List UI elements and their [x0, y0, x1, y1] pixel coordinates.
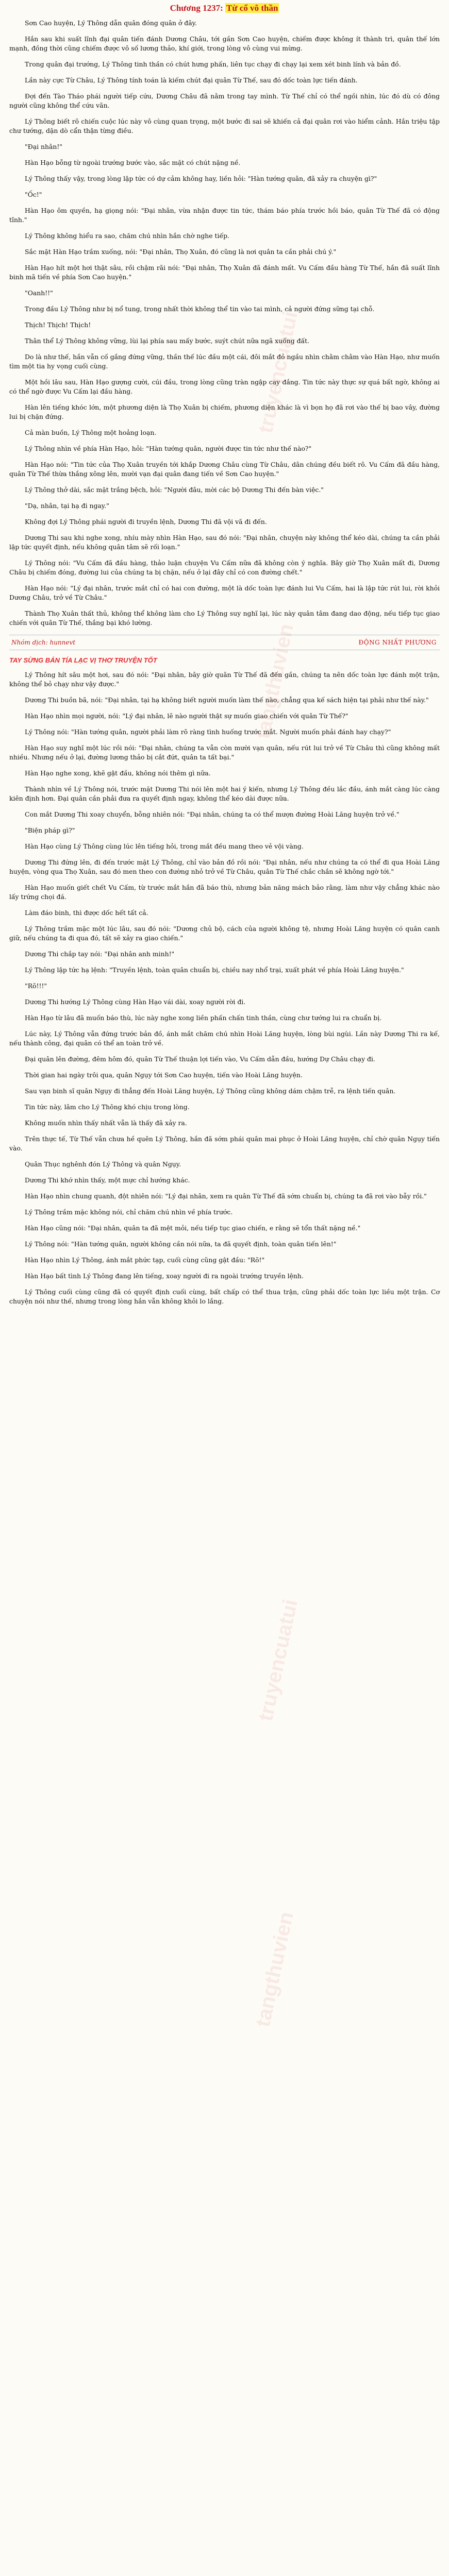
chapter-paragraph: Trong quân đại trướng, Lý Thông tinh thần có chút hưng phấn, liên tục chạy đi chạy lại xem xét binh lính và bản đồ.: [25, 60, 401, 68]
chapter-paragraph: Hàn Hạo nghe xong, khẽ gật đầu, không nói thêm gì nữa.: [25, 769, 211, 777]
chapter-paragraph: Lý Thông thở dài, sắc mặt trắng bệch, hỏi: "Người đâu, mời các bộ Dương Thi đến bàn việc.": [25, 486, 324, 494]
chapter-paragraph: Thời gian hai ngày trôi qua, quân Ngụy tới Sơn Cao huyện, tiến vào Hoài Lăng huyện.: [25, 1071, 303, 1079]
chapter-paragraph: Làm đáo binh, thì được dốc hết tất cả.: [25, 909, 148, 917]
chapter-paragraph: Lần này cực Từ Châu, Lý Thông tính toán là kiếm chút đại quân Từ Thế, sau đó dốc toàn lực tiến đánh.: [25, 76, 358, 84]
chapter-paragraph: "Rõ!!!": [25, 982, 47, 990]
chapter-paragraph: Dương Thi buồn bã, nói: "Đại nhân, tại hạ không biết người muốn làm thế nào, chẳng qua kế sách hiện tại phải như thế này.": [25, 696, 429, 704]
chapter-paragraph: Không đợi Lý Thông phái người đi truyền lệnh, Dương Thi đã vội vã đi đến.: [25, 518, 267, 526]
chapter-paragraph: "Biện pháp gì?": [25, 826, 75, 834]
chapter-paragraph: Lý Thông trầm mặc một lúc lâu, sau đó nói: "Dương chủ bộ, cách của người không tệ, nhưng Hoài Lăng huyện có quân canh giữ, nếu chúng ta đi qua đó, tất sẽ xảy ra giao chiến.": [9, 925, 440, 942]
chapter-paragraph: Đại quân lên đường, đêm hôm đó, quân Từ Thế thuận lợi tiến vào, Vu Cấm dẫn đầu, hướng Dự Châu chạy đi.: [25, 1055, 375, 1063]
chapter-paragraph: Dương Thi đứng lên, đi đến trước mặt Lý Thông, chỉ vào bản đồ rồi nói: "Đại nhân, nếu như chúng ta có thể đi qua Hoài Lăng huyện, vòng qua Thọ Xuân, sau đó men theo con đường nhỏ trở về Từ Châu, quân Từ Thế chắc chắn sẽ không ngờ tới.": [9, 858, 440, 875]
chapter-paragraph: Hàn Hạo cùng Lý Thông cùng lúc lên tiếng hỏi, trong mắt đều mang theo vẻ vội vàng.: [25, 842, 304, 850]
chapter-paragraph: Hàn lên tiếng khóc lớn, một phương diện là Thọ Xuân bị chiếm, phương diện khác là vì bọn họ đã rơi vào thế bị bao vây, đường lui bị chặn đứng.: [9, 403, 440, 420]
chapter-paragraph: Thành nhìn về Lý Thông nói, trước mặt Dương Thi nói lên một hai ý kiến, nhưng Lý Thông đều lắc đầu, ánh mắt càng lúc càng kiên định hơn. Đại quân cần phải đưa ra quyết định ngay, không thể kéo dài được nữa.: [9, 785, 440, 802]
chapter-paragraph: Do là như thế, hắn vẫn cố gắng đứng vững, thần thế lúc đầu một cái, đôi mắt đỏ ngầu nhìn chằm chằm vào Hàn Hạo, như muốn tìm một tia hy vọng cuối cùng.: [9, 353, 440, 370]
chapter-name: Từ cổ vô thần: [226, 3, 278, 13]
chapter-paragraph: Hàn Hạo suy nghĩ một lúc rồi nói: "Đại nhân, chúng ta vẫn còn mười vạn quân, nếu rút lui trở về Từ Châu thì cũng không mất nhiều. Nhưng nếu ở lại, đường lương thảo bị cắt đứt, quân ta tất bại.": [9, 744, 440, 761]
watermark-text: tangthuvien: [251, 1909, 298, 2029]
chapter-paragraph: Dương Thi chắp tay nói: "Đại nhân anh minh!": [25, 950, 175, 958]
chapter-paragraph: "Ốc!": [25, 191, 42, 198]
chapter-paragraph: Trong đầu Lý Thông như bị nổ tung, trong nhất thời không thể tin vào tai mình, cả người đứng sững tại chỗ.: [25, 305, 375, 313]
chapter-paragraph: Tin tức này, lâm cho Lý Thông khó chịu trong lòng.: [25, 1103, 190, 1111]
chapter-paragraph: Dương Thi sau khi nghe xong, nhíu mày nhìn Hàn Hạo, sau đó nói: "Đại nhân, chuyện này không thể kéo dài, chúng ta cần phải lập tức quyết định, nếu không quân tâm sẽ rối loạn.": [9, 534, 440, 551]
chapter-title: [9, 3, 440, 13]
chapter-paragraph: Thịch! Thịch! Thịch!: [25, 321, 91, 329]
chapter-paragraph: Lý Thông nói: "Vu Cấm đã đầu hàng, thảo luận chuyện Vu Cấm nữa đã không còn ý nghĩa. Bây giờ Thọ Xuân mất đi, Dương Châu bị chiếm đóng, đường lui của chúng ta bị chặn, nếu ở lại đây chỉ có con đường chết.": [9, 559, 440, 576]
chapter-paragraph: "Đại nhân!": [25, 143, 62, 150]
chapter-paragraph: Hàn Hạo nói: "Tin tức của Thọ Xuân truyền tới khắp Dương Châu cùng Từ Châu, dân chúng đều biết rõ. Vu Cấm đã đầu hàng, quân Từ Thế thừa thắng xông lên, mười vạn đại quân đang tiến về Sơn Cao huyện.": [9, 461, 440, 478]
chapter-paragraph: Hàn Hạo bất tình Lý Thông đang lên tiếng, xoay người đi ra ngoài trướng truyền lệnh.: [25, 1272, 304, 1280]
chapter-paragraph: Hàn Hạo nhìn chung quanh, đột nhiên nói: "Lý đại nhân, xem ra quân Từ Thế đã sớm chuẩn bị, chúng ta đã rơi vào bẫy rồi.": [25, 1192, 427, 1200]
chapter-body-part-1: [9, 19, 440, 628]
chapter-paragraph: Con mắt Dương Thi xoay chuyển, bỗng nhiên nói: "Đại nhân, chúng ta có thể mượn đường Hoài Lăng huyện trở về.": [25, 810, 400, 818]
chapter-paragraph: Một hồi lâu sau, Hàn Hạo gượng cười, cúi đầu, trong lòng cũng tràn ngập cay đắng. Tin tức này thực sự quá bất ngờ, không ai có thể ngờ được Vu Cấm lại đầu hàng.: [9, 378, 440, 395]
chapter-paragraph: Hàn Hạo nói: "Lý đại nhân, trước mắt chỉ có hai con đường, một là dốc toàn lực đánh lui Vu Cấm, hai là lập tức rút lui, rời khỏi Dương Châu, trở về Từ Châu.": [9, 584, 440, 601]
chapter-paragraph: Lý Thông không hiểu ra sao, chăm chú nhìn hắn chờ nghe tiếp.: [25, 232, 229, 240]
source-credit: ĐỘNG NHẤT PHƯƠNG: [358, 639, 437, 646]
chapter-paragraph: Lý Thông nói: "Hàn tướng quân, người phải làm rõ ràng tình huống trước mắt. Người muốn phải đánh hay chạy?": [25, 728, 391, 736]
chapter-paragraph: "Oanh!!": [25, 289, 53, 297]
translator-credit: Nhóm dịch: hunnevt: [11, 639, 76, 646]
credit-banner: [9, 637, 440, 650]
chapter-paragraph: Hàn Hạo nhìn Lý Thông, ánh mắt phức tạp, cuối cùng cũng gật đầu: "Rõ!": [25, 1256, 265, 1264]
chapter-paragraph: Hắn sau khi suất lĩnh đại quân tiến đánh Dương Châu, tới gần Sơn Cao huyện, chiếm được không ít thành trì, quân thế lớn mạnh, đồng thời cũng chiếm được vô số lương thảo, khí giới, trong lòng vô cùng vui mừng.: [9, 35, 440, 52]
chapter-paragraph: Hàn Hạo hít một hơi thật sâu, rồi chậm rãi nói: "Đại nhân, Thọ Xuân đã đánh mất. Vu Cấm đầu hàng Từ Thế, hắn đã suất lĩnh binh mã tiến về phía Sơn Cao huyện.": [9, 264, 440, 281]
chapter-paragraph: Thân thể Lý Thông không vững, lùi lại phía sau mấy bước, suýt chút nữa ngã xuống đất.: [25, 337, 310, 345]
watermark-text: truyencuatui: [254, 1597, 303, 1723]
chapter-paragraph: Đợi đến Tào Tháo phái người tiếp cứu, Dương Châu đã nằm trong tay mình. Từ Thế chỉ có thể ngồi nhìn, lúc đó dù có đông người cũng không thể cứu vãn.: [9, 92, 440, 109]
chapter-paragraph: Hàn Hạo cũng nói: "Đại nhân, quân ta đã mệt mỏi, nếu tiếp tục giao chiến, e rằng sẽ tổn thất nặng nề.": [25, 1224, 361, 1232]
chapter-paragraph: Sắc mặt Hàn Hạo trầm xuống, nói: "Đại nhân, Thọ Xuân, đó cũng là nơi quân ta cần phải chú ý.": [25, 248, 337, 256]
chapter-paragraph: Sau vạn binh sĩ quân Ngụy đi thẳng đến Hoài Lăng huyện, Lý Thông cũng không dám chậm trễ, ra lệnh tiến quân.: [25, 1087, 396, 1095]
chapter-paragraph: Thành Thọ Xuân thất thủ, không thể không làm cho Lý Thông suy nghĩ lại, lúc này quân tâm đang dao động, nếu tiếp tục giao chiến với quân Từ Thế, thắng bại khó lường.: [9, 609, 440, 626]
chapter-paragraph: Hàn Hạo bỗng từ ngoài trướng bước vào, sắc mặt có chút nặng nề.: [25, 159, 241, 166]
chapter-paragraph: Lý Thông nói: "Hàn tướng quân, người không cần nói nữa, ta đã quyết định, toàn quân tiến lên!": [25, 1240, 337, 1248]
chapter-paragraph: Cả màn buồn, Lý Thông một hoảng loạn.: [25, 429, 157, 436]
chapter-number: Chương 1237:: [170, 3, 226, 13]
chapter-paragraph: Hàn Hạo từ lâu đã muốn báo thù, lúc này nghe xong liền phấn chấn tinh thần, cùng chư tướng lui ra chuẩn bị.: [25, 1014, 382, 1022]
promo-tagline: TAY SỪNG BÁN TÍA LẠC VỊ THƠ TRUYỆN TỐT: [9, 656, 157, 664]
chapter-paragraph: Lý Thông trầm mặc không nói, chỉ chăm chú nhìn về phía trước.: [25, 1208, 233, 1216]
chapter-paragraph: Lý Thông cuối cùng cũng đã có quyết định cuối cùng, bất chấp có thể thua trận, cũng phải dốc toàn lực liều một trận. Cơ chuyện nói như thế, nhưng trong lòng hắn vẫn không khỏi lo lắng.: [9, 1288, 440, 1305]
chapter-paragraph: "Dạ, nhân, tại hạ đi ngay.": [25, 502, 109, 510]
chapter-paragraph: Dương Thi khớ nhìn thấy, một mực chỉ hướng khác.: [25, 1176, 190, 1184]
chapter-paragraph: Hàn Hạo muốn giết chết Vu Cấm, từ trước mắt hắn đã báo thù, nhưng bản năng mách bảo rằng, làm như vậy chẳng khác nào lấy trứng chọi đá.: [9, 884, 440, 901]
chapter-paragraph: Lúc này, Lý Thông vẫn đứng trước bản đồ, ánh mắt chăm chú nhìn Hoài Lăng huyện, lòng bùi ngùi. Lần này Dương Thi ra kế, nếu thành công, đại quân có thể an toàn trở về.: [9, 1030, 440, 1047]
chapter-paragraph: Hàn Hạo nhìn mọi người, nói: "Lý đại nhân, lẽ nào người thật sự muốn giao chiến với quân Từ Thế?": [25, 712, 348, 720]
chapter-paragraph: Quân Thục nghênh đón Lý Thông và quân Ngụy.: [25, 1160, 181, 1168]
chapter-paragraph: Hàn Hạo ôm quyền, hạ giọng nói: "Đại nhân, vừa nhận được tin tức, thám báo phía trước hồi báo, quân Từ Thế đã có động tĩnh.": [9, 207, 440, 224]
chapter-paragraph: Không muốn nhìn thấy nhất vẫn là thấy đã xảy ra.: [25, 1119, 187, 1127]
chapter-paragraph: Sơn Cao huyện, Lý Thông dẫn quân đóng quân ở đây.: [25, 19, 197, 27]
watermark-text: tangthuvien: [251, 621, 298, 741]
chapter-paragraph: Lý Thông lập tức hạ lệnh: "Truyền lệnh, toàn quân chuẩn bị, chiều nay nhổ trại, xuất phát về phía Hoài Lăng huyện.": [25, 966, 404, 974]
chapter-paragraph: Lý Thông hít sâu một hơi, sau đó nói: "Đại nhân, bây giờ quân Từ Thế đã đến gần, chúng ta nên dốc toàn lực đánh một trận, không thể bỏ chạy như vậy được.": [9, 671, 440, 688]
chapter-paragraph: Lý Thông biết rõ chiến cuộc lúc này vô cùng quan trọng, một bước đi sai sẽ khiến cả đại quân rơi vào hiểm cảnh. Hắn triệu tập chư tướng, dặn dò cẩn thận từng điều.: [9, 117, 440, 134]
watermark-text: truyencuatui: [254, 309, 303, 435]
chapter-paragraph: Dương Thi hướng Lý Thông cùng Hàn Hạo vái dài, xoay người rời đi.: [25, 998, 246, 1006]
chapter-body-part-2: [9, 670, 440, 1306]
chapter-paragraph: Trên thực tế, Từ Thế vẫn chưa hề quên Lý Thông, hắn đã sớm phái quân mai phục ở Hoài Lăng huyện, chỉ chờ quân Ngụy tiến vào.: [9, 1135, 440, 1152]
chapter-paragraph: Lý Thông thấy vậy, trong lòng lập tức có dự cảm không hay, liền hỏi: "Hàn tướng quân, đã xảy ra chuyện gì?": [25, 175, 377, 182]
chapter-paragraph: Lý Thông nhìn về phía Hàn Hạo, hỏi: "Hàn tướng quân, người được tin tức như thế nào?": [25, 445, 312, 452]
